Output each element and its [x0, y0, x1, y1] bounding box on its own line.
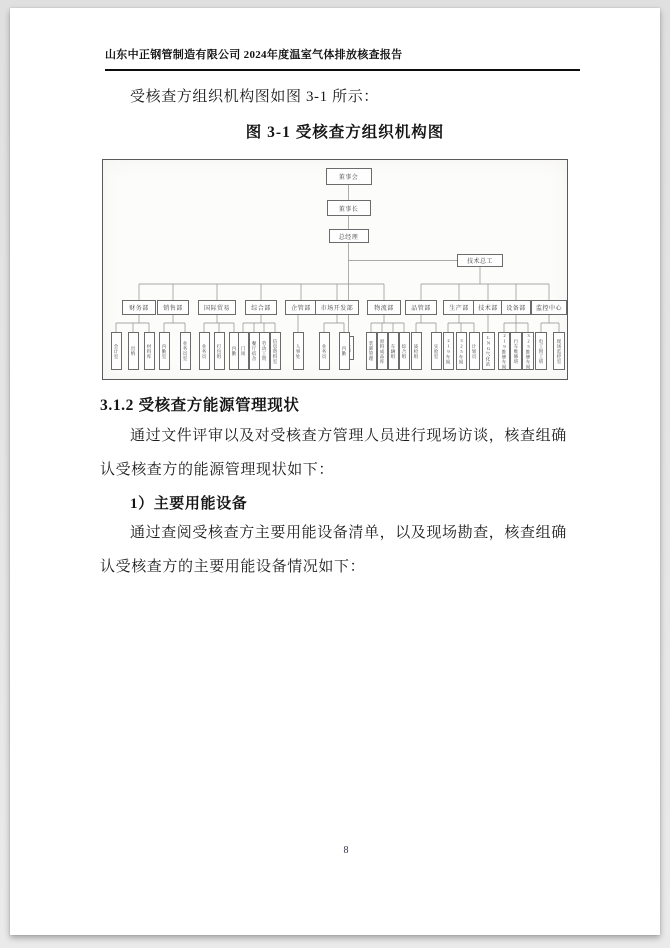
- org-sub-node: [199, 332, 210, 370]
- org-sub-node: [111, 332, 122, 370]
- org-sub-node: [377, 332, 388, 370]
- org-node-label: 信息资料室: [273, 338, 278, 364]
- body-paragraph-line: 认受核查方的能源管理现状如下：: [100, 462, 335, 478]
- org-sub-node: [238, 332, 249, 370]
- org-node-label: 董事长: [338, 206, 359, 213]
- org-node-label: 计划员: [472, 343, 477, 359]
- org-node: [285, 300, 317, 315]
- body-paragraph-line: 认受核查方的主要用能设备情况如下：: [100, 559, 366, 575]
- org-node-label: 餐厅宿舍: [252, 341, 257, 361]
- org-node-label: 325车间: [459, 337, 464, 365]
- org-node: [245, 300, 277, 315]
- org-node: [327, 200, 371, 216]
- org-node-label: 综合部: [251, 306, 271, 312]
- org-node-label: 设备部: [506, 306, 526, 312]
- section-heading: 3.1.2 受核查方能源管理现状: [100, 397, 300, 414]
- org-node-label: 内勤: [232, 346, 237, 356]
- org-node-label: 董事会: [338, 175, 359, 181]
- org-node-label: 人事处: [296, 343, 301, 359]
- org-node-label: 销售部: [163, 306, 183, 312]
- org-sub-node: [339, 332, 350, 370]
- org-node-label: 219车间: [446, 337, 451, 365]
- org-node-label: 219维修车间: [502, 332, 507, 370]
- org-sub-node: [456, 332, 467, 370]
- org-sub-node: [431, 332, 442, 370]
- org-node-label: 出纳: [131, 346, 136, 356]
- page-number: 8: [343, 845, 349, 856]
- org-sub-node: [510, 332, 522, 370]
- org-sub-node: [270, 332, 281, 370]
- org-sub-node: [535, 332, 547, 370]
- org-node-label: 技术部: [478, 306, 498, 312]
- document-page: [10, 8, 660, 935]
- org-node-label: 电工钳工班: [539, 338, 544, 364]
- org-sub-node: [482, 332, 495, 370]
- figure-caption: 图 3-1 受核查方组织机构图: [245, 124, 445, 141]
- org-sub-node: [293, 332, 304, 370]
- org-node-label: 总经理: [338, 234, 359, 241]
- org-node-label: 原料成品库: [380, 338, 385, 364]
- org-node-label: 行车维修班: [514, 338, 519, 364]
- org-node-label: 业务员室: [183, 341, 188, 361]
- org-sub-node: [553, 332, 565, 370]
- org-node: [501, 300, 531, 315]
- org-node-label: 企管部: [291, 306, 311, 312]
- org-node-label: 业务员: [322, 343, 327, 359]
- org-node-label: 财务部: [129, 306, 149, 312]
- org-node-label: LNG气化站: [486, 335, 491, 367]
- org-node: [457, 254, 503, 267]
- org-node: [326, 168, 372, 185]
- org-chart-figure: [102, 159, 568, 380]
- org-node: [122, 300, 156, 315]
- org-node-label: 门岗: [241, 346, 246, 356]
- org-node-label: 劳动工资: [262, 341, 267, 361]
- org-sub-node: [214, 332, 225, 370]
- org-sub-node: [443, 332, 454, 370]
- org-sub-node: [366, 332, 377, 370]
- org-node-label: 业务员: [202, 343, 207, 359]
- org-node: [405, 300, 437, 315]
- org-node-label: 实验室: [434, 343, 439, 359]
- org-sub-node: [128, 332, 139, 370]
- org-node-label: 打包组: [217, 343, 222, 359]
- body-paragraph-line: 通过查阅受核查方主要用能设备清单，以及现场勘查，核查组确: [130, 525, 567, 541]
- org-node: [443, 300, 475, 315]
- org-node-label: 物流部: [374, 306, 394, 312]
- report-header-title: 山东中正钢管制造有限公司 2024年度温室气体排放核查报告: [105, 48, 580, 71]
- org-sub-node: [388, 332, 399, 370]
- subsection-heading: 1）主要用能设备: [130, 496, 248, 512]
- org-node: [473, 300, 503, 315]
- org-sub-node: [159, 332, 170, 370]
- org-node-label: 车辆组: [391, 343, 396, 359]
- org-node-label: 内勤室: [162, 343, 167, 359]
- org-node: [531, 300, 567, 315]
- org-sub-node: [399, 332, 410, 370]
- org-node-label: 现场监控室: [557, 338, 562, 364]
- org-node-label: 国际贸易: [203, 306, 230, 312]
- org-sub-node: [469, 332, 480, 370]
- org-node-label: 综合组: [402, 343, 407, 359]
- org-node: [198, 300, 236, 315]
- org-node: [367, 300, 401, 315]
- org-node: [315, 300, 359, 315]
- org-sub-node: [498, 332, 510, 370]
- org-sub-node: [319, 332, 330, 370]
- org-node-label: 会计室: [114, 343, 119, 359]
- org-node-label: 品管部: [411, 306, 431, 312]
- org-node-label: 监控中心: [535, 306, 562, 312]
- org-node-label: 325维修车间: [526, 332, 531, 370]
- org-node-label: 生产部: [449, 306, 469, 312]
- org-node: [329, 229, 369, 243]
- org-node-label: 技术总工: [466, 259, 493, 265]
- org-node: [157, 300, 189, 315]
- org-node-label: 质检组: [414, 343, 419, 359]
- org-sub-node: [259, 332, 270, 370]
- org-node-label: 装卸管理: [369, 341, 374, 361]
- org-node-label: 内勤: [342, 346, 347, 356]
- body-paragraph-line: 通过文件评审以及对受核查方管理人员进行现场访谈，核查组确: [130, 428, 567, 444]
- org-node-label: 材料库: [147, 343, 152, 359]
- org-sub-node: [411, 332, 422, 370]
- intro-paragraph: 受核查方组织机构图如图 3-1 所示：: [130, 89, 379, 105]
- org-sub-node: [522, 332, 534, 370]
- org-sub-node: [144, 332, 155, 370]
- org-node-label: 市场开发部: [320, 306, 354, 312]
- org-sub-node: [180, 332, 191, 370]
